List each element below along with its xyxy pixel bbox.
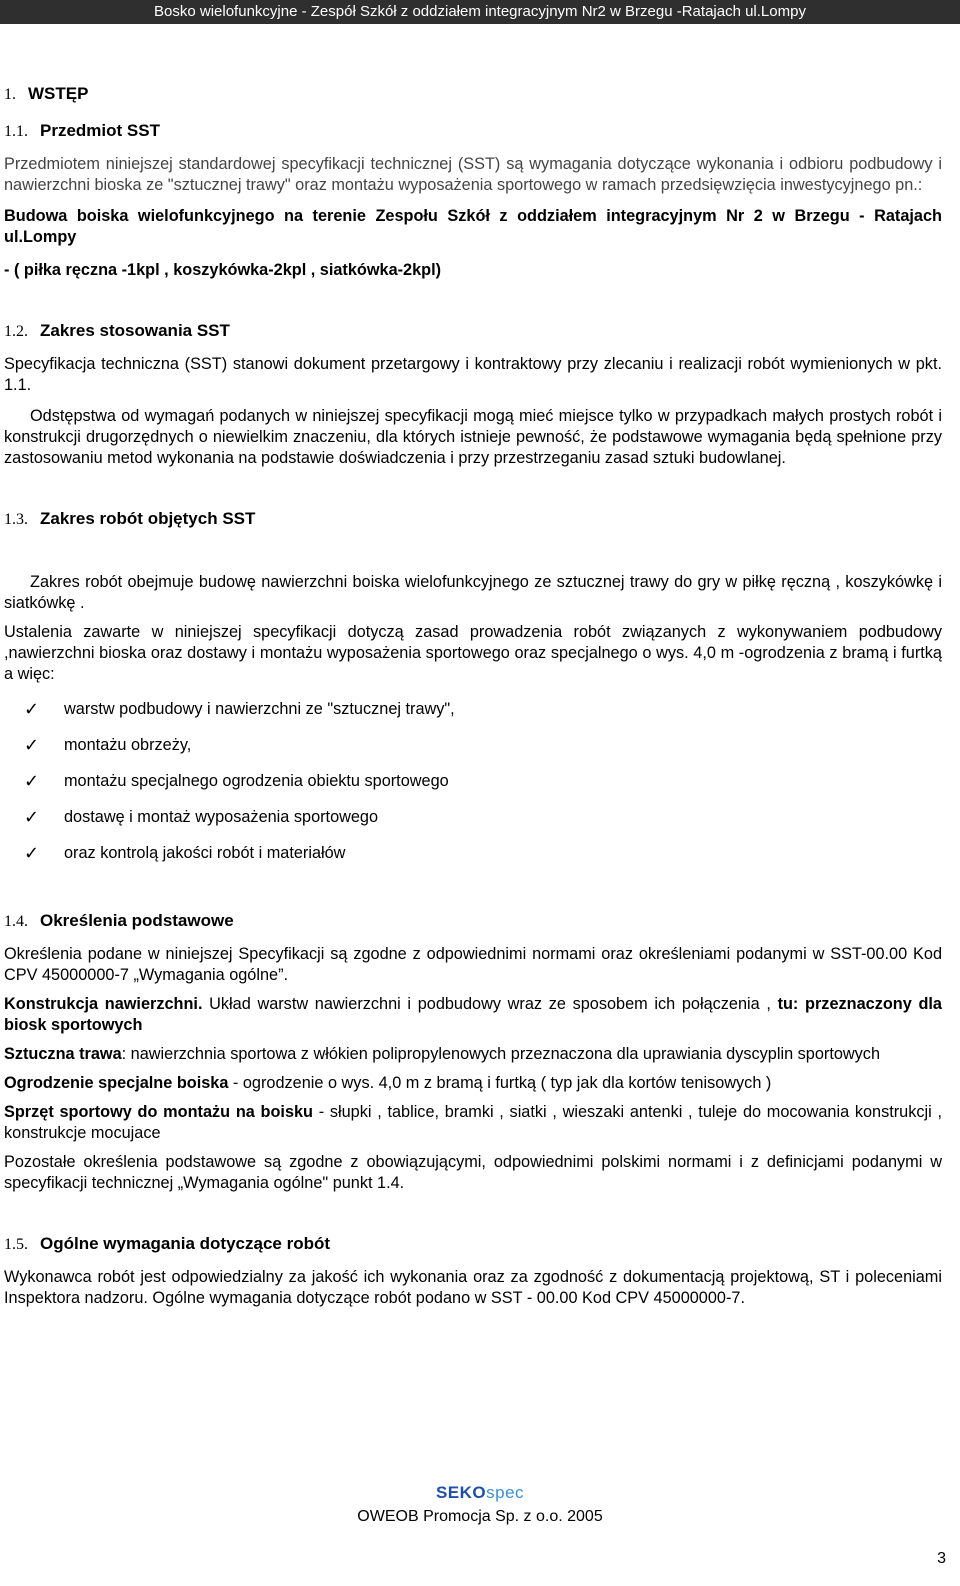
page-number: 3 [937, 1550, 946, 1567]
definition-construction: Konstrukcja nawierzchni. Układ warstw nawierzchni i podbudowy wraz ze sposobem ich połączenia , tu: przeznaczony dla biosk sportowych [4, 995, 942, 1034]
paragraph: Wykonawca robót jest odpowiedzialny za jakość ich wykonania oraz za zgodność z dokumentacją projektową, ST i poleceniami Inspektora nadzoru. Ogólne wymagania dotyczące robót podano w SST - 00.00 Kod CPV 45000000-7. [4, 1268, 942, 1307]
paragraph: Przedmiotem niniejszej standardowej specyfikacji technicznej (SST) są wymagania dotyczące wykonania i odbioru podbudowy i nawierzchni bioska ze "sztucznej trawy" oraz montażu wyposażenia sportowego w ramach przedsięwzięcia inwestycyjnego pn.: [4, 155, 942, 194]
section-1-4-heading [4, 907, 942, 936]
paragraph: Ustalenia zawarte w niniejszej specyfikacji dotyczą zasad prowadzenia robót związanych z wykonywaniem podbudowy ,nawierzchni bioska oraz dostawy i montażu wyposażenia sportowego oraz specjalnego o wys. 4,0 m -ogrodzenia z bramą i furtką a więc: [4, 623, 942, 683]
section-number: 1. [4, 86, 16, 103]
sekospec-logo: SEKOspec [435, 1483, 525, 1502]
paragraph: Określenia podane w niniejszej Specyfikacji są zgodne z odpowiednimi normami oraz określeniami podanymi w SST-00.00 Kod CPV 45000000-7 „Wymagania ogólne”. [4, 945, 942, 984]
section-title: Zakres stosowania SST [40, 321, 230, 340]
scope-checklist [4, 699, 942, 879]
paragraph: Odstępstwa od wymagań podanych w niniejszej specyfikacji mogą mieć miejsce tylko w przypadkach małych prostych robót i konstrukcji drugorzędnych o niewielkim znaczeniu, dla których istnieje pewność, że podstawowe wymagania będą spełnione przy zastosowaniu metod wykonania na podstawie doświadczenia i przy przestrzeganiu zasad sztuki budowlanej. [4, 407, 942, 467]
checkmark-icon: ✓ [24, 699, 40, 719]
document-body [4, 80, 942, 1309]
section-1-3-heading [4, 505, 942, 534]
section-1-heading [4, 80, 942, 109]
paragraph: Zakres robót obejmuje budowę nawierzchni boiska wielofunkcyjnego ze sztucznej trawy do gry w piłkę ręczną , koszykówkę i siatkówkę . [4, 573, 942, 612]
paragraph: Pozostałe określenia podstawowe są zgodne z obowiązującymi, odpowiednimi polskimi normami i z definicjami podanymi w specyfikacji technicznej „Wymagania ogólne" punkt 1.4. [4, 1153, 942, 1192]
section-title: Zakres robót objętych SST [40, 509, 256, 528]
section-1-5-heading [4, 1230, 942, 1259]
checkmark-icon: ✓ [24, 735, 40, 755]
bold-paragraph: - ( piłka ręczna -1kpl , koszykówka-2kpl , siatkówka-2kpl) [4, 261, 442, 279]
section-number: 1.2. [4, 323, 28, 340]
section-number: 1.3. [4, 511, 28, 528]
list-item: ✓ montażu obrzeży, [24, 735, 192, 755]
list-item: ✓ dostawę i montaż wyposażenia sportowego [24, 807, 379, 827]
bold-paragraph: Budowa boiska wielofunkcyjnego na terenie Zespołu Szkół z oddziałem integracyjnym Nr 2 w Brzegu - Ratajach ul.Lompy [4, 207, 942, 246]
definition-sports-equipment: Sprzęt sportowy do montażu na boisku - słupki , tablice, bramki , siatki , wieszaki antenki , tuleje do mocowania konstrukcji , konstrukcje mocujace [4, 1103, 942, 1142]
checkmark-icon: ✓ [24, 807, 40, 827]
paragraph: Specyfikacja techniczna (SST) stanowi dokument przetargowy i kontraktowy przy zlecaniu i realizacji robót wymienionych w pkt. 1.1. [4, 355, 942, 394]
list-item: ✓ montażu specjalnego ogrodzenia obiektu sportowego [24, 771, 449, 791]
section-1-2-heading [4, 317, 942, 346]
definition-artificial-grass: Sztuczna trawa: nawierzchnia sportowa z włókien polipropylenowych przeznaczona dla uprawiania dyscyplin sportowych [4, 1045, 880, 1063]
section-number: 1.4. [4, 913, 28, 930]
list-item: ✓ oraz kontrolą jakości robót i materiałów [24, 843, 346, 863]
checkmark-icon: ✓ [24, 843, 40, 863]
section-number: 1.5. [4, 1236, 28, 1253]
company-name: OWEOB Promocja Sp. z o.o. 2005 [357, 1508, 603, 1525]
section-title: Przedmiot SST [40, 121, 160, 140]
list-item: ✓ warstw podbudowy i nawierzchni ze "sztucznej trawy", [24, 699, 455, 719]
checkmark-icon: ✓ [24, 771, 40, 791]
page-footer [0, 1482, 960, 1528]
section-title: WSTĘP [28, 84, 89, 103]
running-header: Bosko wielofunkcyjne - Zespół Szkół z oddziałem integracyjnym Nr2 w Brzegu -Ratajach ul.Lompy [0, 0, 960, 24]
section-number: 1.1. [4, 123, 28, 140]
section-title: Określenia podstawowe [40, 911, 234, 930]
definition-fence: Ogrodzenie specjalne boiska - ogrodzenie o wys. 4,0 m z bramą i furtką ( typ jak dla kortów tenisowych ) [4, 1074, 772, 1092]
section-1-1-heading [4, 117, 942, 146]
section-title: Ogólne wymagania dotyczące robót [40, 1234, 331, 1253]
